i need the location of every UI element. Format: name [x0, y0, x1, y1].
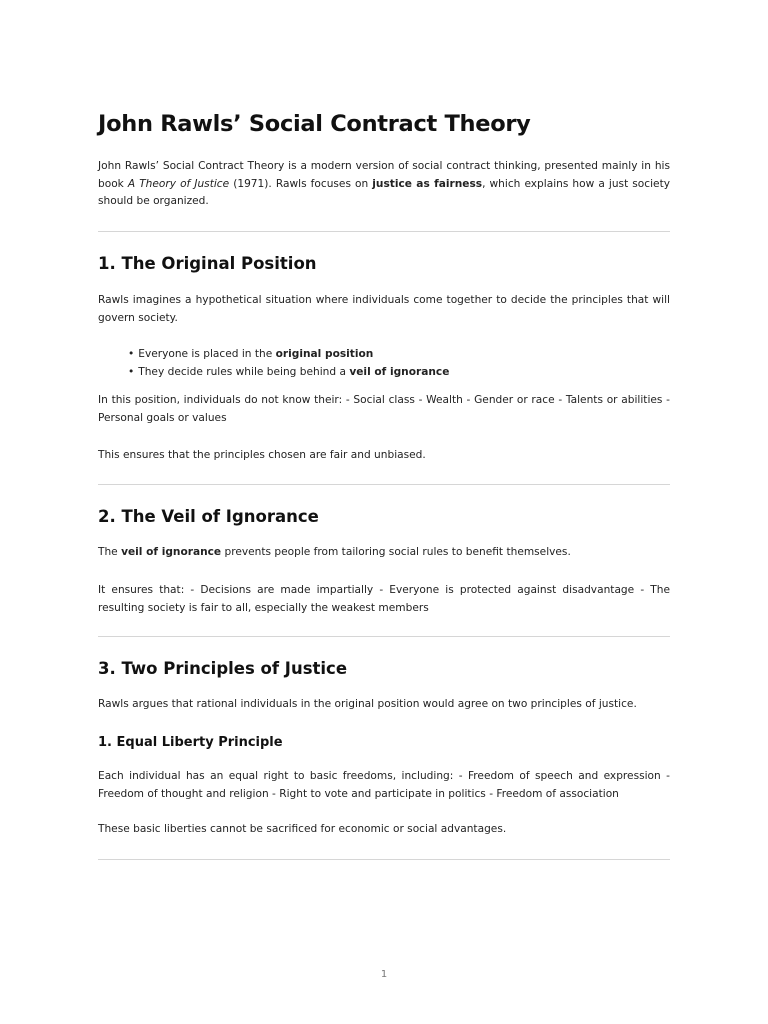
section-heading-veil-of-ignorance: 2. The Veil of Ignorance — [98, 507, 319, 526]
section-divider — [98, 231, 670, 232]
section-divider — [98, 859, 670, 860]
page-title: John Rawls’ Social Contract Theory — [98, 111, 531, 137]
paragraph: Rawls argues that rational individuals in the original position would agree on two principles of justice. — [98, 698, 637, 710]
paragraph: Rawls imagines a hypothetical situation where individuals come together to decide the principles that will govern society. — [98, 294, 670, 324]
list-item: • Everyone is placed in the original position — [128, 346, 449, 364]
section-divider — [98, 484, 670, 485]
section-heading-original-position: 1. The Original Position — [98, 254, 317, 273]
key-term: justice as fairness — [372, 177, 483, 190]
paragraph: It ensures that: - Decisions are made impartially - Everyone is protected against disadvantage - The resulting society is fair to all, especially the weakest members — [98, 584, 670, 614]
book-title: A Theory of Justice — [127, 177, 230, 190]
list-item: • They decide rules while being behind a veil of ignorance — [128, 364, 449, 382]
page-number: 1 — [380, 969, 388, 980]
section-divider — [98, 636, 670, 637]
section-heading-two-principles: 3. Two Principles of Justice — [98, 659, 348, 678]
paragraph: The veil of ignorance prevents people from tailoring social rules to benefit themselves. — [98, 546, 571, 558]
paragraph: Each individual has an equal right to basic freedoms, including: - Freedom of speech and expression - Freedom of thought and religion - Right to vote and participate in politics - Freedom of association — [98, 770, 670, 800]
paragraph: In this position, individuals do not know their: - Social class - Wealth - Gender or race - Talents or abilities - Personal goals or values — [98, 394, 670, 424]
subsection-heading-equal-liberty: 1. Equal Liberty Principle — [98, 735, 283, 750]
bullet-list — [128, 346, 449, 381]
intro-paragraph: John Rawls’ Social Contract Theory is a modern version of social contract thinking, presented mainly in his book A Theory of Justice (1971). Rawls focuses on justice as fairness, which explains how a just society should be organized. — [98, 160, 671, 207]
paragraph: This ensures that the principles chosen are fair and unbiased. — [98, 449, 426, 461]
paragraph: These basic liberties cannot be sacrificed for economic or social advantages. — [98, 823, 507, 835]
